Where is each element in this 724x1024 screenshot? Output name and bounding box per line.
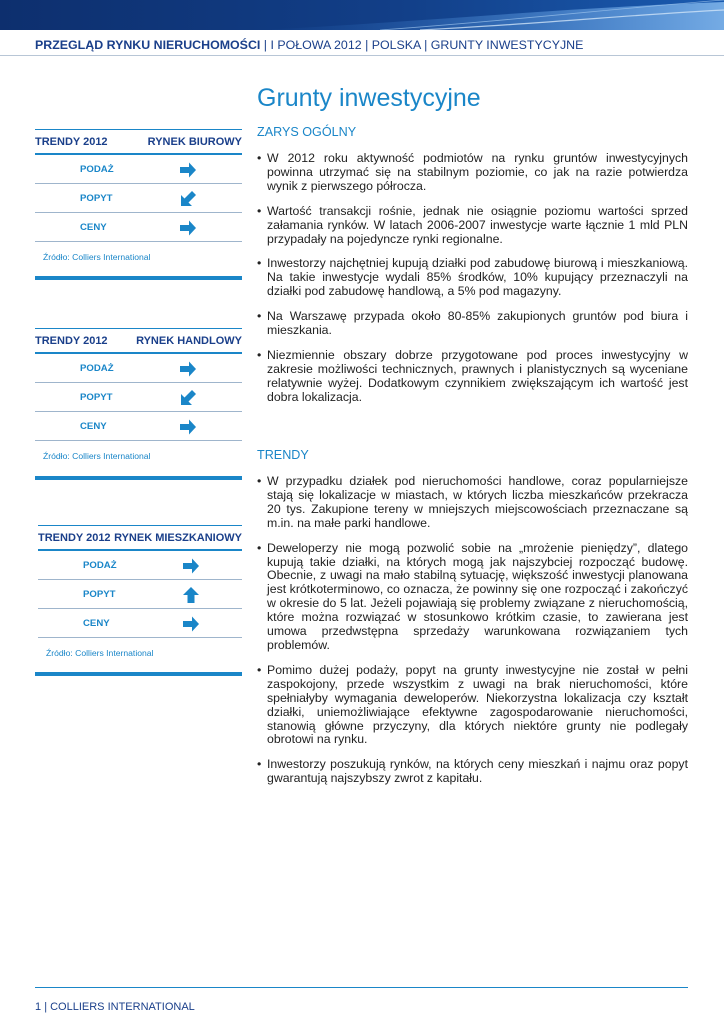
header-topic: GRUNTY INWESTYCYJNE (430, 38, 584, 52)
header-separator: | (263, 38, 268, 52)
panel-header-market: RYNEK HANDLOWY (136, 335, 242, 347)
bullet-icon: • (257, 151, 262, 165)
footer-separator: | (44, 1001, 48, 1013)
trend-row-prices (35, 213, 242, 242)
trend-row-supply (38, 551, 242, 580)
arrow-right-icon (182, 557, 200, 575)
bullet-icon: • (257, 347, 262, 362)
arrow-right-icon (179, 161, 197, 179)
panel-divider (35, 276, 242, 280)
bullet-text: Inwestorzy najchętniej kupują działki pod zabudowę biurową i mieszkaniową. Na takie inwestycje wydali 85% środków, 10% kupujący przeznaczyli na działki pod zabudowę handlową, a 5% pod magazyny. (267, 256, 688, 299)
trend-row-prices (35, 412, 242, 441)
header-separator: | (365, 38, 369, 52)
section-heading-overview: ZARYS OGÓLNY (257, 125, 357, 139)
panel-header (35, 129, 242, 155)
trend-label: CENY (83, 618, 110, 629)
trend-row-demand (38, 580, 242, 609)
trend-label: PODAŻ (80, 164, 114, 175)
panel-header (35, 328, 242, 354)
page-title: Grunty inwestycyjne (257, 84, 481, 112)
header-divider (0, 55, 724, 56)
header-separator: | (424, 38, 428, 52)
bullet-text: Inwestorzy poszukują rynków, na których ceny mieszkań i najmu oraz popyt gwarantują najszybszy zwrot z kapitału. (267, 757, 688, 786)
trend-label: PODAŻ (80, 363, 114, 374)
bullet-text: Na Warszawę przypada około 80-85% zakupionych gruntów pod biura i mieszkania. (267, 309, 688, 338)
overview-bullet-list (257, 152, 688, 416)
page-footer (35, 1001, 195, 1013)
header-banner (0, 0, 724, 30)
trends-bullet-list (257, 475, 688, 797)
bullet-text: Niezmiennie obszary dobrze przygotowane pod proces inwestycyjny w zakresie możliwości technicznych, prawnych i planistycznych są wyceniane relatywnie wyżej. Dodatkowym czynnikiem zwiększającym ich wartość jest dobra lokalizacja. (267, 347, 688, 404)
section-heading-trends: TRENDY (257, 448, 309, 462)
bullet-icon: • (257, 662, 262, 677)
bullet-item (257, 542, 688, 653)
page-number: 1 (35, 1001, 42, 1013)
arrow-right-icon (179, 360, 197, 378)
panel-header-market: RYNEK BIUROWY (147, 136, 242, 148)
trend-label: CENY (80, 222, 107, 233)
bullet-text: Pomimo dużej podaży, popyt na grunty inwestycyjne nie został w pełni zaspokojony, przede wszystkim z uwagi na brak nieruchomości, które spełniałyby wymagania deweloperów. Niekorzystna lokalizacja czy kształt działki, uniemożliwiające efektywne zagospodarowanie nieruchomości, stanowią główne przyczyny, dla których niektóre grunty nie podlegały obrotowi na rynku. (267, 662, 688, 747)
panel-header-market: RYNEK MIESZKANIOWY (114, 532, 242, 544)
arrow-down-left-icon (179, 389, 197, 407)
source-note: Źródło: Colliers International (46, 648, 154, 658)
footer-divider (35, 987, 688, 988)
panel-divider (35, 476, 242, 480)
arrow-up-icon (182, 586, 200, 604)
bullet-item (257, 758, 688, 786)
trend-row-demand (35, 184, 242, 213)
bullet-text: Deweloperzy nie mogą pozwolić sobie na „mrożenie pieniędzy”, dlatego kupują takie działki, na których mogą jak najszybciej rozpocząć budowę. Obecnie, z uwagi na mało stabilną sytuację, większość inwestycji planowana jest krótkoterminowo, co oznacza, że powinny się one rozpocząć i zakończyć w okresie do 5 lat. Jeżeli pojawiają się problemy związane z nieruchomością, które można rozwiązać w stosunkowo krótkim czasie, to zawierana jest umowa przedwstępna sprzedaży warunkowana rozwiązaniem tych problemów. (267, 540, 688, 652)
bullet-icon: • (257, 540, 262, 555)
header-country: POLSKA (371, 38, 421, 52)
bullet-text: W przypadku działek pod nieruchomości handlowe, coraz popularniejsze stają się lokalizacje w miastach, w których liczba mieszkańców przekracza 20 tys. Zakupione tereny w mniejszych miejscowościach przeznaczane są m.in. na małe parki handlowe. (267, 474, 688, 530)
source-note: Źródło: Colliers International (43, 451, 151, 461)
bullet-item (257, 152, 688, 194)
report-header (35, 38, 583, 52)
trend-row-supply (35, 155, 242, 184)
footer-company: COLLIERS INTERNATIONAL (50, 1001, 195, 1013)
panel-header-year: TRENDY 2012 (35, 136, 108, 148)
trend-row-demand (35, 383, 242, 412)
bullet-text: W 2012 roku aktywność podmiotów na rynku gruntów inwestycyjnych powinna utrzymać się na stabilnym poziomie, co jak na razie potwierdza wynik z pierwszego półrocza. (267, 151, 688, 193)
bullet-text: Wartość transakcji rośnie, jednak nie osiągnie poziomu wartości sprzed załamania rynków. W latach 2006-2007 inwestycje warte łącznie 1 mld PLN przypadały na pojedyncze rynki regionalne. (267, 203, 688, 246)
trend-label: POPYT (80, 193, 113, 204)
trend-label: PODAŻ (83, 560, 117, 571)
trend-label: POPYT (83, 589, 116, 600)
arrow-right-icon (179, 219, 197, 237)
bullet-icon: • (257, 757, 262, 772)
bullet-icon: • (257, 203, 262, 218)
header-half: I POŁOWA 2012 (270, 38, 362, 52)
arrow-right-icon (182, 615, 200, 633)
arrow-right-icon (179, 418, 197, 436)
panel-header-year: TRENDY 2012 (38, 532, 111, 544)
trend-label: POPYT (80, 392, 113, 403)
trend-row-supply (35, 354, 242, 383)
bullet-item (257, 349, 688, 405)
panel-divider (35, 672, 242, 676)
trend-panel-retail (35, 328, 242, 461)
bullet-item (257, 205, 688, 247)
panel-header-year: TRENDY 2012 (35, 335, 108, 347)
panel-header (38, 525, 242, 551)
trend-panel-residential (38, 525, 242, 658)
trend-panel-office (35, 129, 242, 262)
arrow-down-left-icon (179, 190, 197, 208)
source-note: Źródło: Colliers International (43, 252, 151, 262)
bullet-item (257, 310, 688, 338)
bullet-icon: • (257, 256, 262, 271)
header-title: PRZEGLĄD RYNKU NIERUCHOMOŚCI (35, 38, 261, 52)
bullet-item (257, 475, 688, 531)
bullet-icon: • (257, 309, 262, 324)
bullet-item (257, 257, 688, 299)
trend-row-prices (38, 609, 242, 638)
bullet-icon: • (257, 474, 262, 488)
bullet-item (257, 664, 688, 747)
trend-label: CENY (80, 421, 107, 432)
